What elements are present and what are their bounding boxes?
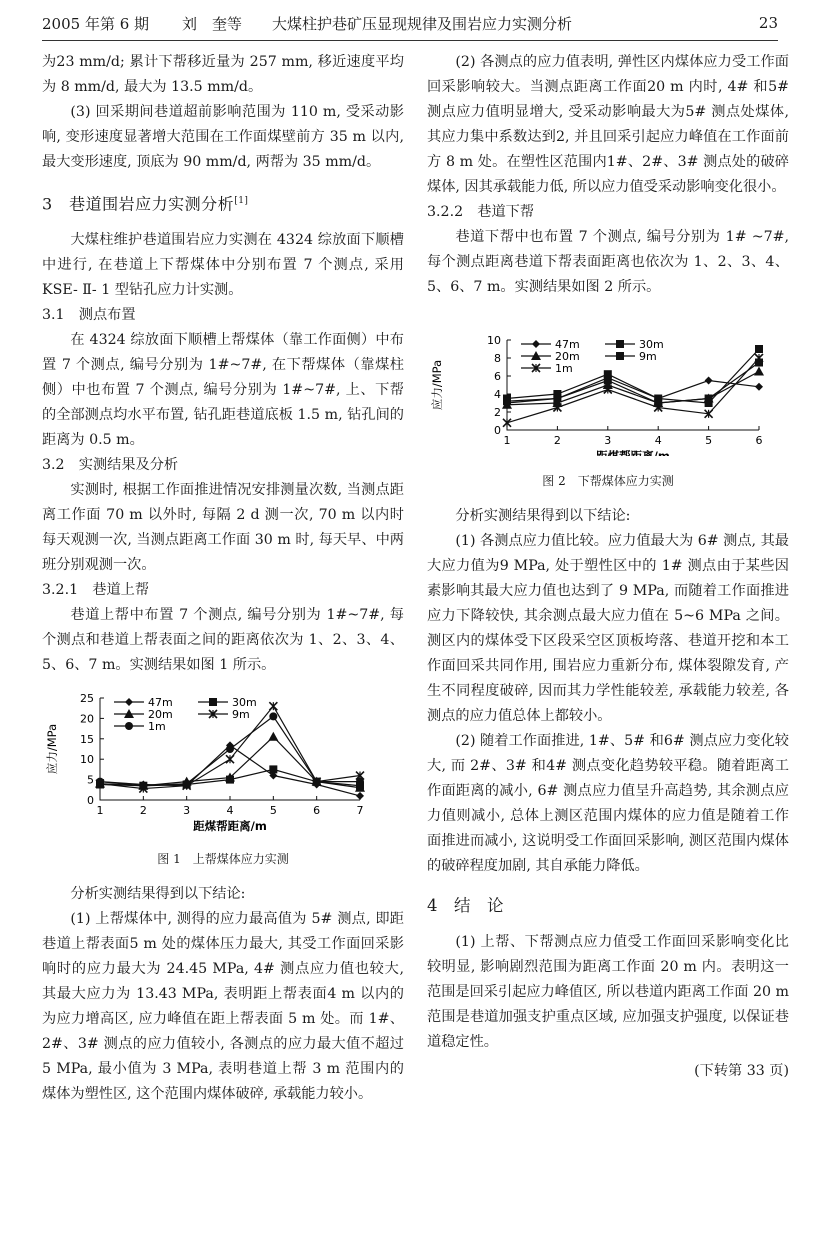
paragraph: 在 4324 综放面下顺槽上帮煤体（靠工作面侧）中布置 7 个测点, 编号分别为 1#~7#, 在下帮煤体（靠煤柱侧）中也布置 7 个测点, 编号分别为 1#~7#, 上、下帮的全部测点均水平布置, 钻孔距巷道底板 1.5 m, 钻孔间的距离为 0.5 m。 — [42, 332, 404, 449]
y-tick-label: 6 — [494, 370, 501, 383]
data-point — [183, 780, 191, 788]
data-point — [754, 367, 764, 376]
figure-2-chart — [427, 306, 789, 456]
x-tick-label: 5 — [705, 434, 713, 447]
x-tick-label: 5 — [269, 804, 277, 818]
paragraph: (3) 回采期间巷道超前影响范围为 110 m, 受采动影响, 变形速度显著增大范围在工作面煤壁前方 35 m 以内, 最大变形速度, 顶底为 90 mm/d, 两帮为 35 mm/d。 — [42, 104, 404, 170]
x-axis-label: 距煤帮距离/m — [596, 449, 670, 456]
figure-1-chart — [42, 684, 404, 834]
data-point — [755, 345, 763, 353]
paragraph: 分析实测结果得到以下结论: — [455, 508, 631, 524]
header-title: 大煤柱护巷矿压显现规律及围岩应力实测分析 — [272, 14, 573, 33]
legend-marker — [616, 352, 624, 360]
legend-label: 20m — [555, 350, 580, 363]
section-heading-3-2-2: 3.2.2 巷道下帮 — [427, 204, 535, 220]
x-tick-label: 1 — [503, 434, 511, 447]
header-authors: 刘 奎等 — [182, 14, 243, 33]
x-tick-label: 4 — [654, 434, 662, 447]
running-header — [42, 6, 778, 41]
journal-issue: 2005 年第 6 期 — [42, 14, 150, 33]
section-heading-3-2-1: 3.2.1 巷道上帮 — [42, 582, 150, 599]
paragraph: 巷道下帮中也布置 7 个测点, 编号分别为 1# ~7#, 每个测点距离巷道下帮表面距离也依次为 1、2、3、4、5、6、7 m。实测结果如图 2 所示。 — [427, 229, 789, 295]
x-axis-label: 距煤帮距离/m — [193, 819, 267, 834]
section-heading-3-2: 3.2 实测结果及分析 — [42, 457, 179, 474]
data-point — [269, 766, 277, 774]
y-tick-label: 5 — [87, 773, 94, 787]
y-tick-label: 0 — [494, 424, 501, 437]
paragraph: (2) 随着工作面推进, 1#、5# 和6# 测点应力变化较大, 而 2#、3# 和4# 测点变化趋势较平稳。随着距离工作面距离的减小, 6# 测点应力值呈升高趋势, 其余测点应力值则减小, 总体上测区范围内煤体的应力值是随着工作面推进而减小, 这说明受工作面回采影响, 测区范围内煤体的破碎程度加剧, 其自承能力降低。 — [427, 733, 789, 874]
citation-ref: [1] — [234, 196, 249, 206]
section-heading-4: 4 结 论 — [427, 896, 504, 915]
paragraph: (1) 上帮、下帮测点应力值受工作面回采影响变化比较明显, 影响剧烈范围为距离工作面 20 m 内。表明这一范围是回采引起应力峰值区, 所以巷道内距离工作面 20 m 范围是巷道加强支护重点区域, 应加强支护强度, 以保证巷道稳定性。 — [427, 934, 789, 1050]
legend-label: 9m — [232, 708, 250, 722]
data-point — [96, 778, 104, 786]
data-point — [226, 745, 234, 753]
paragraph: (1) 上帮煤体中, 测得的应力最高值为 5# 测点, 即距巷道上帮表面5 m 处的煤体压力最大, 其受工作面回采影响时的应力最大为 24.45 MPa, 4# 测点应力值也较大, 其最大应力为 13.43 MPa, 表明距上帮表面4 m 以内的为应力增高区, 应力峰值在距上帮表面 5 m 处。而 1#、2#、3# 测点的应力值较小, 各测点的应力最大值不超过 5 MPa, 最小值为 3 MPa, 表明巷道上帮 3 m 范围内的煤体为塑性区, 这个范围内煤体破碎, 承载能力较小。 — [42, 911, 404, 1103]
data-point — [553, 395, 561, 403]
data-point — [269, 702, 277, 710]
section-heading-3 — [42, 189, 404, 216]
paragraph: 为23 mm/d; 累计下帮移近量为 257 mm, 移近速度平均为 8 mm/d, 最大为 13.5 mm/d。 — [42, 54, 404, 95]
continued-note: (下转第 33 页) — [694, 1063, 789, 1079]
legend-marker — [532, 340, 540, 348]
chart-axes — [507, 340, 759, 430]
figure-2 — [427, 306, 789, 465]
paragraph: (2) 各测点的应力值表明, 弹性区内煤体应力受工作面回采影响较大。当测点距离工作面20 m 内时, 4# 和5# 测点应力值明显增大, 受采动影响最大为5# 测点处煤体, 其应力集中系数达到2, 并且回采引起应力峰值在工作面前方 8 m 处。在塑性区范围内1#、2#、3# 测点处的破碎煤体, 因其承载能力低, 所以应力值受采动影响变化很小。 — [427, 54, 789, 195]
figure-1 — [42, 684, 404, 843]
x-tick-label: 3 — [604, 434, 612, 447]
data-point — [356, 792, 364, 800]
x-tick-label: 1 — [96, 804, 104, 818]
legend-label: 30m — [232, 696, 257, 710]
x-tick-label: 6 — [755, 434, 763, 447]
legend-label: 47m — [555, 338, 580, 351]
page-number: 23 — [758, 14, 778, 32]
data-point — [503, 419, 511, 427]
legend-label: 1m — [148, 720, 166, 734]
figure-2-caption: 图 2 下帮煤体应力实测 — [542, 474, 674, 488]
legend-entry — [114, 720, 166, 733]
legend-label: 9m — [639, 350, 657, 363]
data-point — [226, 756, 234, 764]
y-tick-label: 10 — [487, 334, 501, 347]
data-point — [705, 377, 713, 385]
legend-label: 47m — [148, 696, 173, 710]
data-point — [755, 354, 763, 362]
data-point — [269, 713, 277, 721]
series-30m — [503, 345, 763, 407]
legend-entry — [521, 362, 573, 375]
y-axis-label: 应力/MPa — [430, 359, 444, 411]
y-axis-label: 应力/MPa — [45, 724, 59, 775]
legend-label: 20m — [148, 708, 173, 722]
y-tick-label: 4 — [494, 388, 501, 401]
y-tick-label: 10 — [80, 753, 94, 767]
legend-entry — [605, 350, 657, 363]
x-tick-label: 3 — [183, 804, 191, 818]
section-title: 3 巷道围岩应力实测分析 — [42, 194, 235, 214]
data-point — [604, 386, 612, 394]
figure-1-caption: 图 1 上帮煤体应力实测 — [157, 852, 289, 867]
legend-marker — [616, 340, 624, 348]
left-column — [42, 50, 404, 1107]
x-tick-label: 4 — [226, 804, 234, 818]
x-tick-label: 6 — [313, 804, 321, 818]
data-point — [356, 778, 364, 786]
legend-marker — [209, 698, 217, 706]
paragraph: 大煤柱维护巷道围岩应力实测在 4324 综放面下顺槽中进行, 在巷道上下帮煤体中分别布置 7 个测点, 采用 KSE- Ⅱ- 1 型钻孔应力计实测。 — [42, 232, 404, 299]
data-point — [755, 383, 763, 391]
legend-marker — [125, 722, 133, 730]
y-tick-label: 2 — [494, 406, 501, 419]
right-column — [427, 50, 789, 1084]
data-point — [553, 404, 561, 412]
paragraph: 巷道上帮中布置 7 个测点, 编号分别为 1#~7#, 每个测点和巷道上帮表面之间的距离依次为 1、2、3、4、5、6、7 m。实测结果如图 1 所示。 — [42, 607, 404, 674]
data-point — [705, 395, 713, 403]
paragraph: 分析实测结果得到以下结论: — [70, 886, 246, 903]
y-tick-label: 25 — [80, 692, 94, 706]
x-tick-label: 7 — [356, 804, 364, 818]
paragraph: (1) 各测点应力值比较。应力值最大为 6# 测点, 其最大应力值为9 MPa, 处于塑性区中的 1# 测点由于某些因素影响其最大应力值也达到了 9 MPa, 而随着工作面推进应力下降较快, 其余测点最大应力值在 5~6 MPa 之间。测区内的煤体受下区段采空区顶板垮落、巷道开挖和本工作面回采共同作用, 围岩应力重新分布, 煤体裂隙发育, 产生不同程度破碎, 因而其力学性能较差, 承载能力较差, 各测点的应力值总体上都较小。 — [427, 533, 789, 724]
y-tick-label: 8 — [494, 352, 501, 365]
legend-marker — [125, 698, 133, 706]
section-heading-3-1: 3.1 测点布置 — [42, 307, 136, 324]
data-point — [139, 782, 147, 790]
data-point — [313, 778, 321, 786]
data-point — [268, 732, 278, 741]
y-tick-label: 20 — [80, 712, 94, 726]
x-tick-label: 2 — [553, 434, 561, 447]
paragraph: 实测时, 根据工作面推进情况安排测量次数, 当测点距离工作面 70 m 以外时, 每隔 2 d 测一次, 70 m 以内时每天观测一次, 当测点距离工作面 30 m 时, 每天早、中两班分别观测一次。 — [42, 482, 404, 574]
legend-label: 1m — [555, 362, 573, 375]
x-tick-label: 2 — [139, 804, 147, 818]
y-tick-label: 0 — [87, 794, 94, 808]
data-point — [604, 377, 612, 385]
data-point — [503, 397, 511, 405]
series-line — [507, 349, 759, 403]
legend-label: 30m — [639, 338, 664, 351]
y-tick-label: 15 — [80, 733, 94, 747]
legend-entry — [198, 708, 250, 721]
